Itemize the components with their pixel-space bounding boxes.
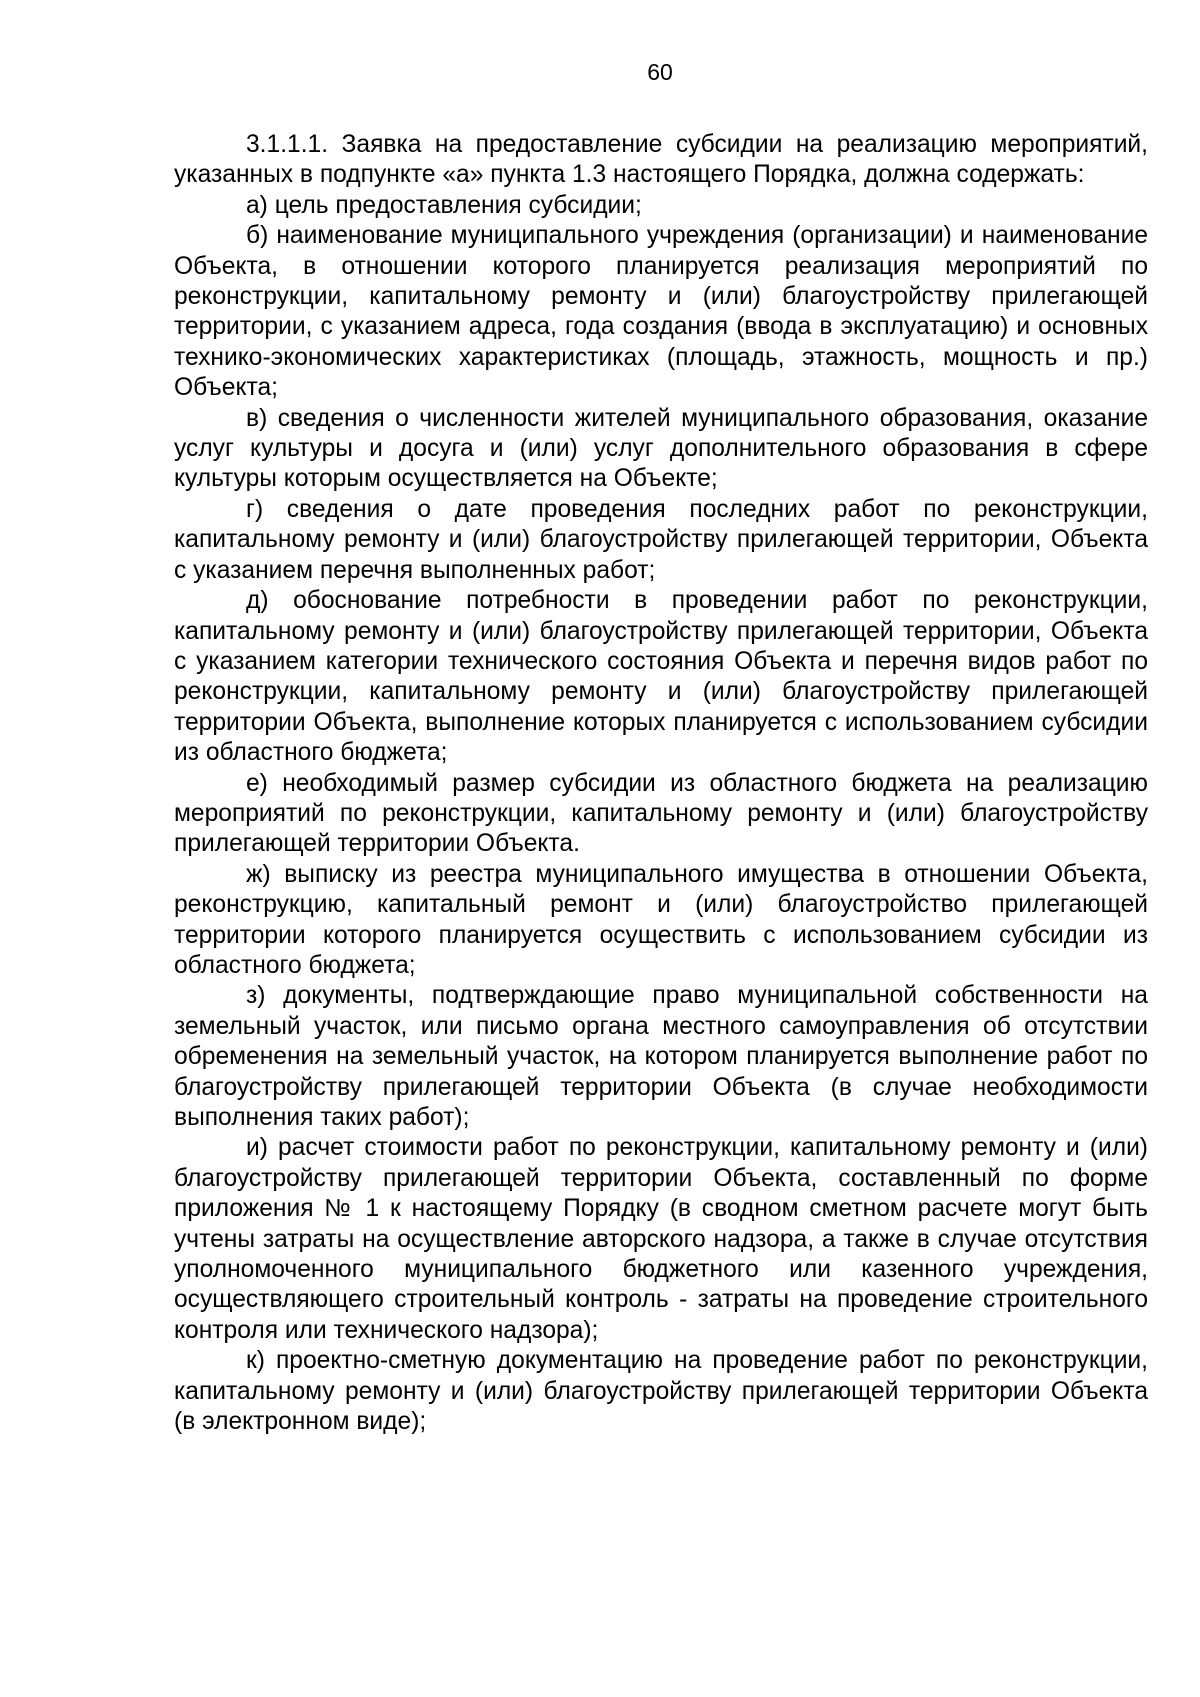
list-item-zh: ж) выписку из реестра муниципального имущества в отношении Объекта, реконструкцию, капитальный ремонт и (или) благоустройство прилегающей территории которого планируется осуществить с использованием субсидии из областного бюджета; [174, 860, 1148, 979]
list-item-i: и) расчет стоимости работ по реконструкции, капитальному ремонту и (или) благоустройству прилегающей территории Объекта, составленный по форме приложения № 1 к настоящему Порядку (в сводном сметном расчете могут быть учтены затраты на осуществление авторского надзора, а также в случае отсутствия уполномоченного муниципального бюджетного или казенного учреждения, осуществляющего строительный контроль - затраты на проведение строительного контроля или технического надзора); [174, 1134, 1148, 1344]
list-item-d: д) обоснование потребности в проведении работ по реконструкции, капитальному ремонту и (или) благоустройству прилегающей территории, Объекта с указанием категории технического состояния Объекта и перечня видов работ по реконструкции, капитальному ремонту и (или) благоустройству прилегающей территории Объекта, выполнение которых планируется с использованием субсидии из областного бюджета; [174, 587, 1148, 767]
document-body [174, 130, 1148, 1437]
list-item-b: б) наименование муниципального учреждения (организации) и наименование Объекта, в отношении которого планируется реализация мероприятий по реконструкции, капитальному ремонту и (или) благоустройству прилегающей территории, с указанием адреса, года создания (ввода в эксплуатацию) и основных технико-экономических характеристиках (площадь, этажность, мощность и пр.) Объекта; [174, 222, 1148, 402]
list-item-a: а) цель предоставления субсидии; [246, 191, 642, 219]
page-number: 60 [647, 59, 673, 85]
list-item-z: з) документы, подтверждающие право муниципальной собственности на земельный участок, или письмо органа местного самоуправления об отсутствии обременения на земельный участок, на котором планируется выполнение работ по благоустройству прилегающей территории Объекта (в случае необходимости выполнения таких работ); [174, 982, 1148, 1131]
list-item-g: г) сведения о дате проведения последних работ по реконструкции, капитальному ремонту и (или) благоустройству прилегающей территории, Объекта с указанием перечня выполненных работ; [174, 495, 1148, 584]
list-item-e: е) необходимый размер субсидии из областного бюджета на реализацию мероприятий по реконструкции, капитальному ремонту и (или) благоустройству прилегающей территории Объекта. [174, 769, 1148, 858]
list-item-k: к) проектно-сметную документацию на проведение работ по реконструкции, капитальному ремонту и (или) благоустройству прилегающей территории Объекта (в электронном виде); [174, 1347, 1148, 1436]
paragraph-3-1-1-1: 3.1.1.1. Заявка на предоставление субсидии на реализацию мероприятий, указанных в подпункте «а» пункта 1.3 настоящего Порядка, должна содержать: [174, 131, 1148, 189]
list-item-v: в) сведения о численности жителей муниципального образования, оказание услуг культуры и досуга и (или) услуг дополнительного образования в сфере культуры которым осуществляется на Объекте; [174, 404, 1148, 493]
